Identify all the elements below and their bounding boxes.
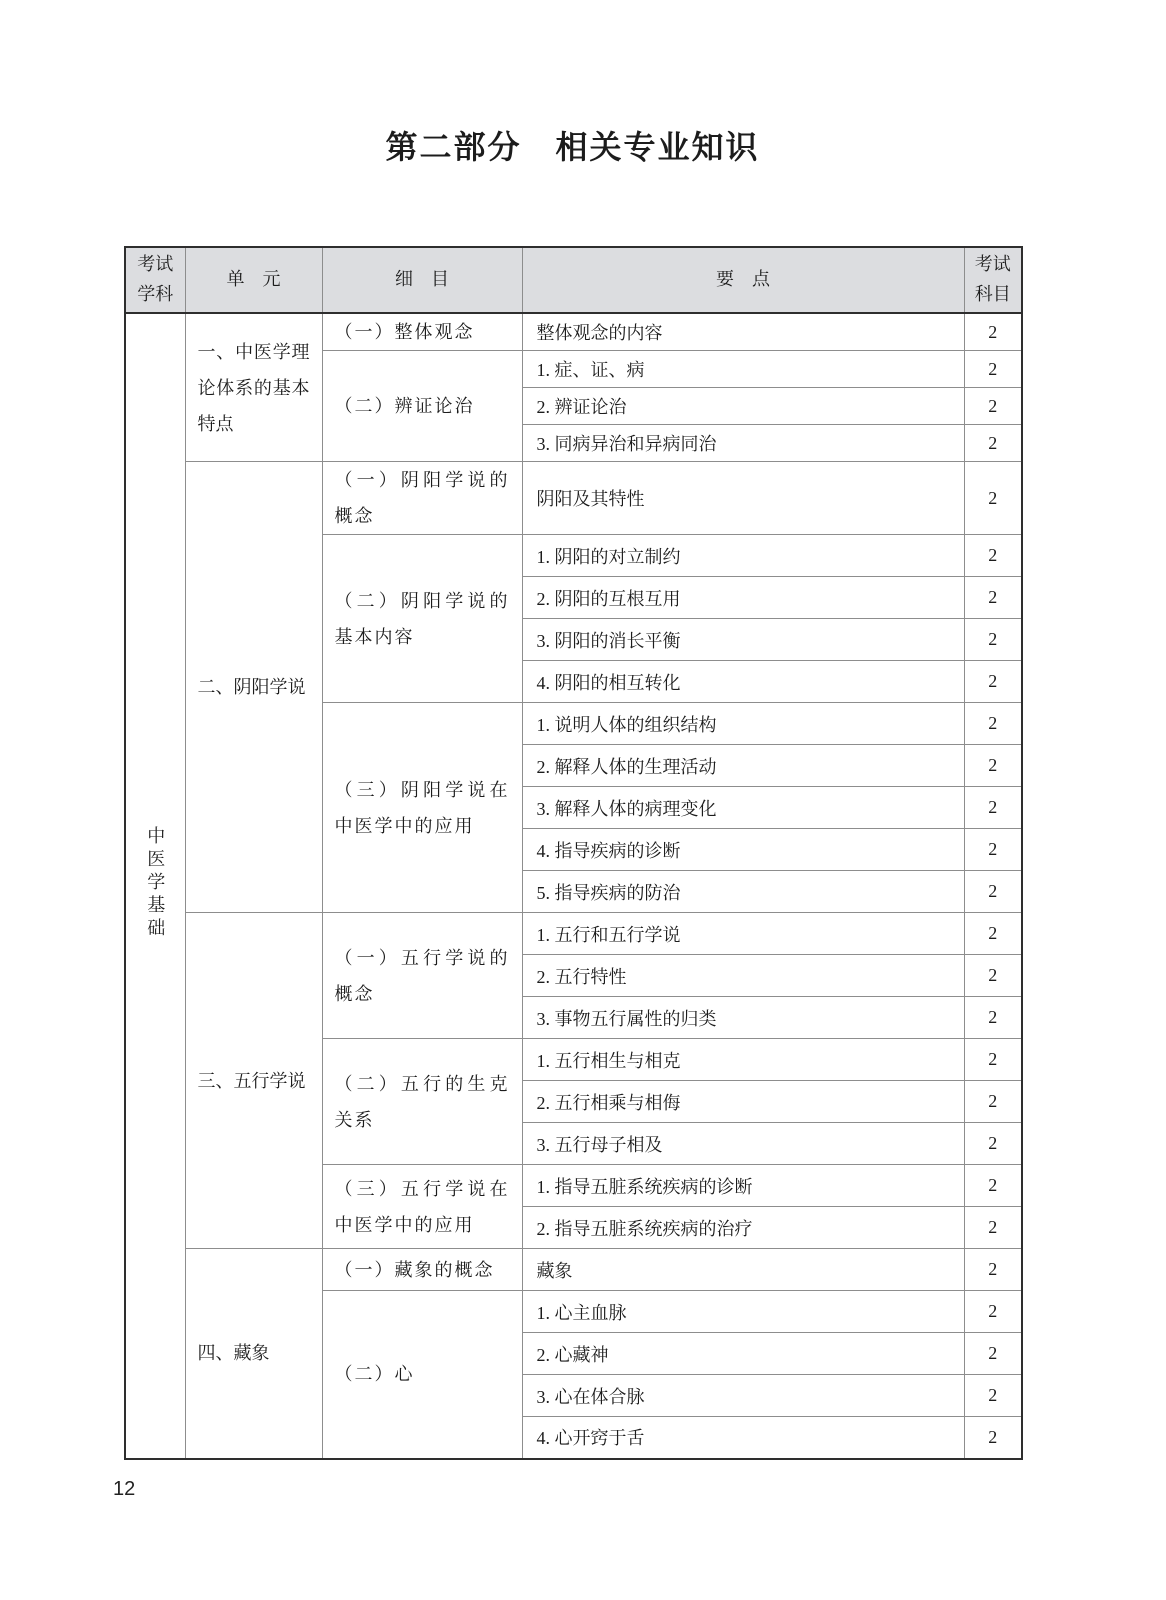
- score-cell: 2: [964, 787, 1022, 829]
- score-cell: 2: [964, 913, 1022, 955]
- header-cell-point: 要 点: [522, 247, 964, 313]
- page-title-part1: 第二部分: [385, 129, 522, 165]
- score-cell: 2: [964, 313, 1022, 351]
- header-row: [125, 247, 1022, 313]
- page-title: [124, 122, 1021, 168]
- point-cell: 3. 五行母子相及: [522, 1123, 964, 1165]
- detail-cell: （三）阴阳学说在中医学中的应用: [322, 703, 522, 913]
- point-cell: 1. 症、证、病: [522, 351, 964, 388]
- table-row: [125, 1249, 1022, 1291]
- table-row: [125, 913, 1022, 955]
- point-cell: 阴阳及其特性: [522, 462, 964, 535]
- point-cell: 4. 阴阳的相互转化: [522, 661, 964, 703]
- header-cell-detail: 细 目: [322, 247, 522, 313]
- point-cell: 4. 心开窍于舌: [522, 1417, 964, 1459]
- unit-cell: 一、中医学理论体系的基本特点: [185, 313, 322, 462]
- detail-cell: （一）藏象的概念: [322, 1249, 522, 1291]
- score-cell: 2: [964, 535, 1022, 577]
- detail-cell: （二）心: [322, 1291, 522, 1459]
- point-cell: 3. 同病异治和异病同治: [522, 425, 964, 462]
- detail-cell: （三）五行学说在中医学中的应用: [322, 1165, 522, 1249]
- point-cell: 1. 心主血脉: [522, 1291, 964, 1333]
- point-cell: 藏象: [522, 1249, 964, 1291]
- score-cell: 2: [964, 577, 1022, 619]
- score-cell: 2: [964, 1333, 1022, 1375]
- point-cell: 2. 阴阳的互根互用: [522, 577, 964, 619]
- score-cell: 2: [964, 1207, 1022, 1249]
- score-cell: 2: [964, 745, 1022, 787]
- table-row: [125, 313, 1022, 351]
- header-cell-score: 考试科目: [964, 247, 1022, 313]
- detail-cell: （一）阴阳学说的概念: [322, 462, 522, 535]
- point-cell: 2. 辨证论治: [522, 388, 964, 425]
- detail-cell: （二）阴阳学说的基本内容: [322, 535, 522, 703]
- score-cell: 2: [964, 425, 1022, 462]
- score-cell: 2: [964, 1039, 1022, 1081]
- score-cell: 2: [964, 351, 1022, 388]
- point-cell: 2. 心藏神: [522, 1333, 964, 1375]
- point-cell: 3. 心在体合脉: [522, 1375, 964, 1417]
- syllabus-table: [124, 246, 1023, 1460]
- point-cell: 2. 解释人体的生理活动: [522, 745, 964, 787]
- point-cell: 1. 五行相生与相克: [522, 1039, 964, 1081]
- point-cell: 1. 五行和五行学说: [522, 913, 964, 955]
- exam-subject-cell: [125, 313, 185, 1459]
- score-cell: 2: [964, 462, 1022, 535]
- score-cell: 2: [964, 829, 1022, 871]
- table-header: [125, 247, 1022, 313]
- score-cell: 2: [964, 955, 1022, 997]
- score-cell: 2: [964, 1123, 1022, 1165]
- score-cell: 2: [964, 1375, 1022, 1417]
- score-cell: 2: [964, 997, 1022, 1039]
- point-cell: 5. 指导疾病的防治: [522, 871, 964, 913]
- detail-cell: （一）整体观念: [322, 313, 522, 351]
- point-cell: 1. 阴阳的对立制约: [522, 535, 964, 577]
- syllabus-table-body: [125, 313, 1022, 1459]
- point-cell: 2. 五行特性: [522, 955, 964, 997]
- point-cell: 3. 事物五行属性的归类: [522, 997, 964, 1039]
- score-cell: 2: [964, 1165, 1022, 1207]
- header-cell-unit: 单 元: [185, 247, 322, 313]
- score-cell: 2: [964, 1249, 1022, 1291]
- point-cell: 3. 解释人体的病理变化: [522, 787, 964, 829]
- score-cell: 2: [964, 871, 1022, 913]
- unit-cell: 二、阴阳学说: [185, 462, 322, 913]
- score-cell: 2: [964, 1081, 1022, 1123]
- score-cell: 2: [964, 703, 1022, 745]
- unit-cell: 四、藏象: [185, 1249, 322, 1459]
- detail-cell: （二）五行的生克关系: [322, 1039, 522, 1165]
- point-cell: 2. 五行相乘与相侮: [522, 1081, 964, 1123]
- point-cell: 1. 指导五脏系统疾病的诊断: [522, 1165, 964, 1207]
- score-cell: 2: [964, 619, 1022, 661]
- detail-cell: （一）五行学说的概念: [322, 913, 522, 1039]
- point-cell: 2. 指导五脏系统疾病的治疗: [522, 1207, 964, 1249]
- page-number: 12: [113, 1478, 136, 1500]
- exam-subject-label: 中医学基础: [145, 825, 166, 941]
- point-cell: 3. 阴阳的消长平衡: [522, 619, 964, 661]
- score-cell: 2: [964, 1417, 1022, 1459]
- point-cell: 1. 说明人体的组织结构: [522, 703, 964, 745]
- point-cell: 整体观念的内容: [522, 313, 964, 351]
- point-cell: 4. 指导疾病的诊断: [522, 829, 964, 871]
- header-cell-exam-subject: 考试学科: [125, 247, 185, 313]
- score-cell: 2: [964, 388, 1022, 425]
- score-cell: 2: [964, 661, 1022, 703]
- table-row: [125, 462, 1022, 535]
- detail-cell: （二）辨证论治: [322, 351, 522, 462]
- score-cell: 2: [964, 1291, 1022, 1333]
- unit-cell: 三、五行学说: [185, 913, 322, 1249]
- page-title-part2: 相关专业知识: [555, 129, 760, 165]
